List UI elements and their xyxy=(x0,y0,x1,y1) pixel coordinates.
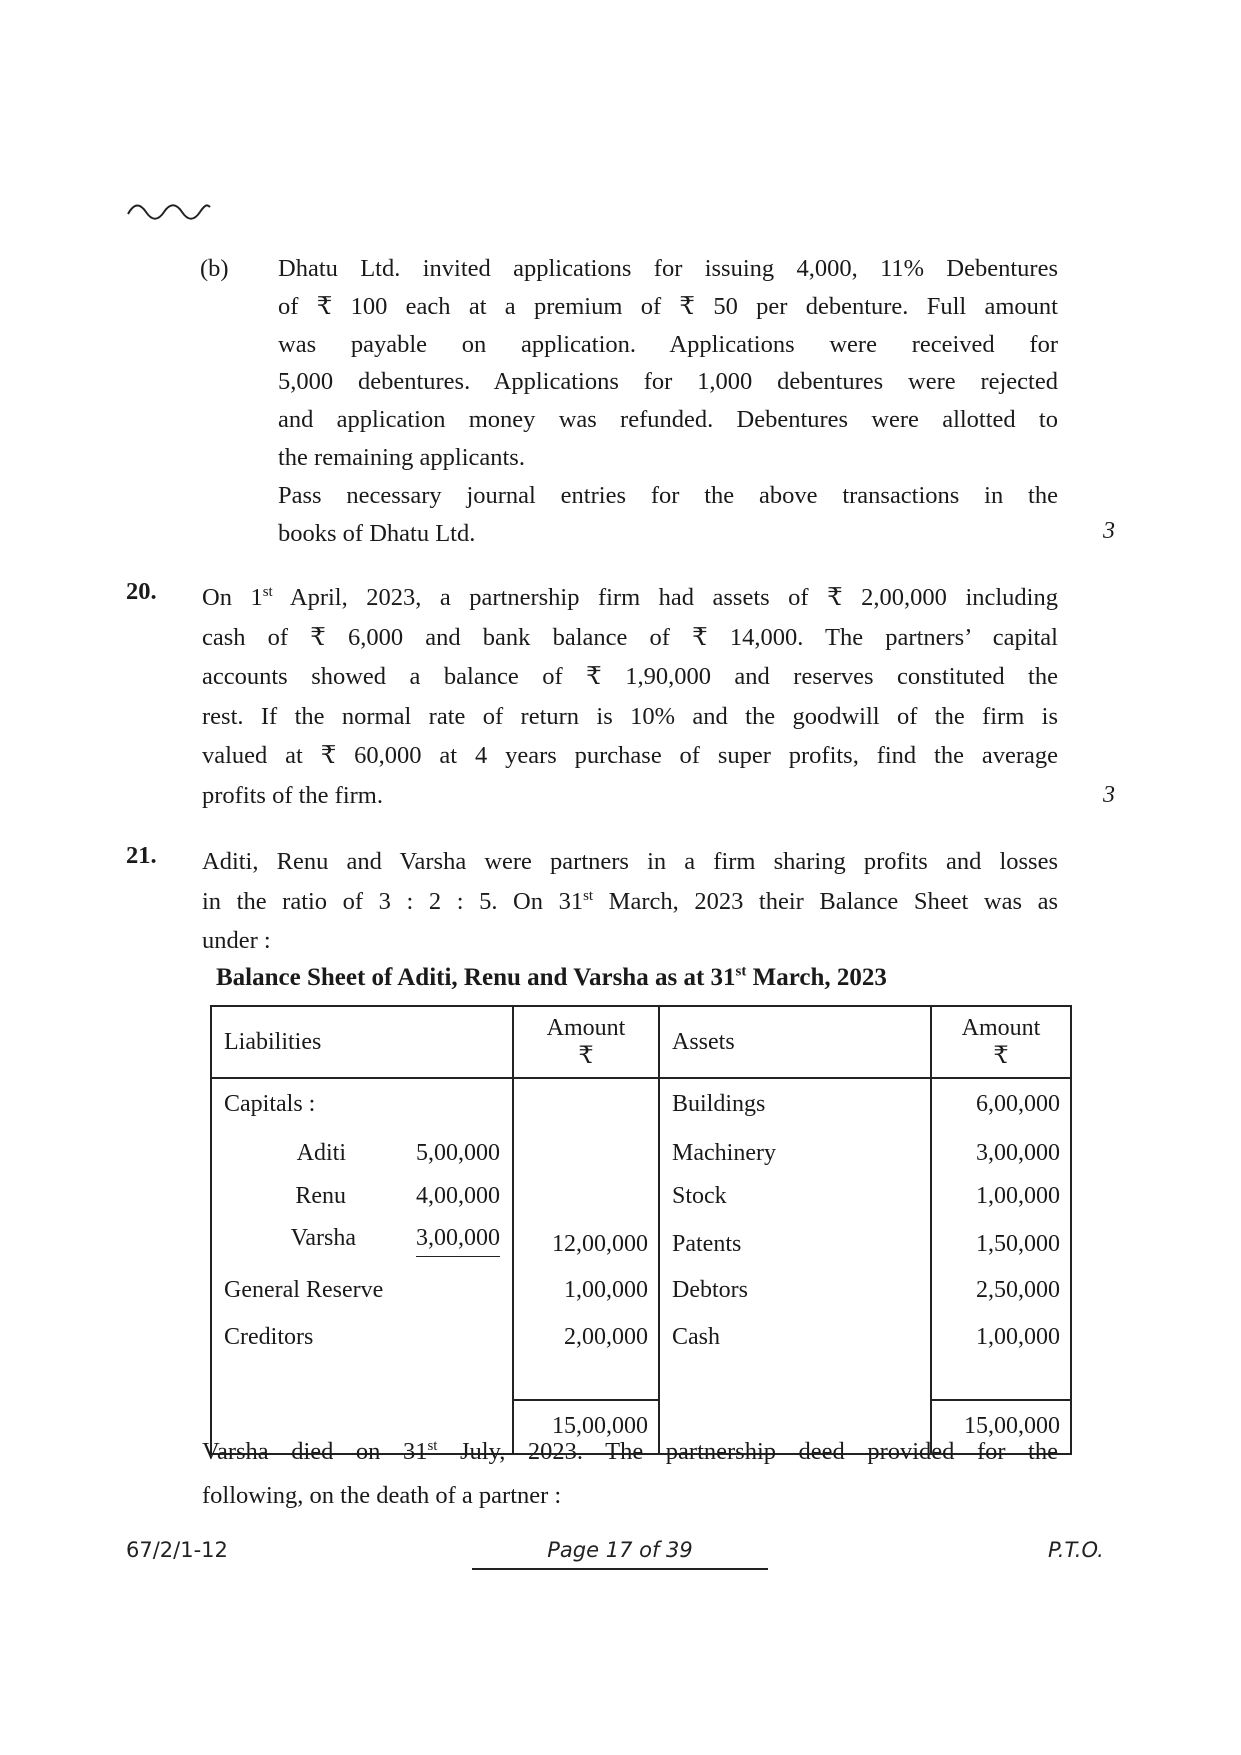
q20-line: cash of ₹ 6,000 and bank balance of ₹ 14,000. The partners’ capital xyxy=(202,623,1058,651)
q20-line: valued at ₹ 60,000 at 4 years purchase of super profits, find the average xyxy=(202,742,1058,769)
wavy-mark xyxy=(126,203,212,221)
rupee-symbol: ₹ xyxy=(993,1043,1009,1069)
q19b-line: the remaining applicants. xyxy=(278,443,525,471)
rupee-symbol: ₹ xyxy=(578,1043,594,1069)
q19b-line: Dhatu Ltd. invited applications for issuing 4,000, 11% Debentures xyxy=(278,255,1058,282)
q19b-instruction: books of Dhatu Ltd. xyxy=(278,519,476,547)
q21-after-line: Varsha died on 31st July, 2023. The partnership deed provided for the xyxy=(202,1437,1058,1465)
q19b-line: of ₹ 100 each at a premium of ₹ 50 per debenture. Full amount xyxy=(278,292,1058,320)
table-header-row xyxy=(211,1006,1071,1078)
amount-header: Amount xyxy=(546,1015,626,1041)
asset-name: Cash xyxy=(672,1324,720,1350)
amount-header: Amount xyxy=(961,1015,1041,1041)
q19b-line: 5,000 debentures. Applications for 1,000 debentures were rejected xyxy=(278,368,1058,396)
partner-capital: 5,00,000 xyxy=(416,1140,500,1166)
liability-name: Creditors xyxy=(224,1324,314,1350)
partner-name: Aditi xyxy=(296,1140,346,1166)
q21-text xyxy=(202,842,1058,961)
q21-line: Aditi, Renu and Varsha were partners in a firm sharing profits and losses xyxy=(202,848,1058,875)
q20-marks: 3 xyxy=(1103,782,1115,808)
partner-name: Renu xyxy=(295,1183,346,1209)
q20-number: 20. xyxy=(126,578,157,605)
capital-total: 12,00,000 xyxy=(552,1231,648,1257)
pto-label: P.T.O. xyxy=(1048,1538,1104,1562)
liability-amount: 2,00,000 xyxy=(564,1324,648,1350)
paper-code: 67/2/1-12 xyxy=(126,1538,228,1562)
q21-line: in the ratio of 3 : 2 : 5. On 31st March, 2023 their Balance Sheet was as xyxy=(202,887,1058,915)
asset-name: Patents xyxy=(672,1231,742,1257)
q19b-line: and application money was refunded. Debentures were allotted to xyxy=(278,406,1058,434)
q20-line: rest. If the normal rate of return is 10% and the goodwill of the firm is xyxy=(202,702,1058,730)
q19b-text xyxy=(278,250,1058,552)
asset-name: Machinery xyxy=(672,1140,776,1166)
asset-name: Stock xyxy=(672,1183,727,1209)
q21-number: 21. xyxy=(126,842,157,869)
q20-line: profits of the firm. xyxy=(202,781,383,809)
asset-amount: 1,00,000 xyxy=(976,1324,1060,1350)
page-number: Page 17 of 39 xyxy=(472,1538,768,1570)
liability-amount: 1,00,000 xyxy=(564,1277,648,1303)
q19b-marks: 3 xyxy=(1103,518,1115,544)
liability-name: General Reserve xyxy=(224,1277,384,1303)
capitals-label: Capitals : xyxy=(224,1091,316,1117)
q19b-label: (b) xyxy=(200,255,229,282)
liabilities-header: Liabilities xyxy=(224,1028,322,1055)
q20-text xyxy=(202,578,1058,815)
partner-capital: 3,00,000 xyxy=(416,1225,500,1257)
total-assets: 15,00,000 xyxy=(964,1413,1060,1439)
q19b-line: was payable on application. Applications were received for xyxy=(278,330,1058,358)
q21-after-line: following, on the death of a partner : xyxy=(202,1482,562,1509)
asset-name: Buildings xyxy=(672,1091,766,1117)
asset-amount: 1,50,000 xyxy=(976,1231,1060,1257)
q21-continuation xyxy=(202,1430,1058,1518)
q21-line: under : xyxy=(202,927,271,954)
table-body-row xyxy=(211,1078,1071,1401)
balance-sheet-title: Balance Sheet of Aditi, Renu and Varsha as at 31st March, 2023 xyxy=(216,963,887,991)
asset-amount: 6,00,000 xyxy=(976,1091,1060,1117)
q20-line: accounts showed a balance of ₹ 1,90,000 and reserves constituted the xyxy=(202,663,1058,690)
asset-amount: 3,00,000 xyxy=(976,1140,1060,1166)
partner-name: Varsha xyxy=(290,1225,356,1251)
balance-sheet-table xyxy=(210,1005,1072,1455)
q20-line: On 1st April, 2023, a partnership firm had assets of ₹ 2,00,000 including xyxy=(202,583,1058,611)
q19b-instruction: Pass necessary journal entries for the above transactions in the xyxy=(278,481,1058,509)
total-liabilities: 15,00,000 xyxy=(552,1413,648,1439)
partner-capital: 4,00,000 xyxy=(416,1183,500,1209)
asset-amount: 2,50,000 xyxy=(976,1277,1060,1303)
asset-name: Debtors xyxy=(672,1277,748,1303)
asset-amount: 1,00,000 xyxy=(976,1183,1060,1209)
assets-header: Assets xyxy=(672,1028,735,1055)
